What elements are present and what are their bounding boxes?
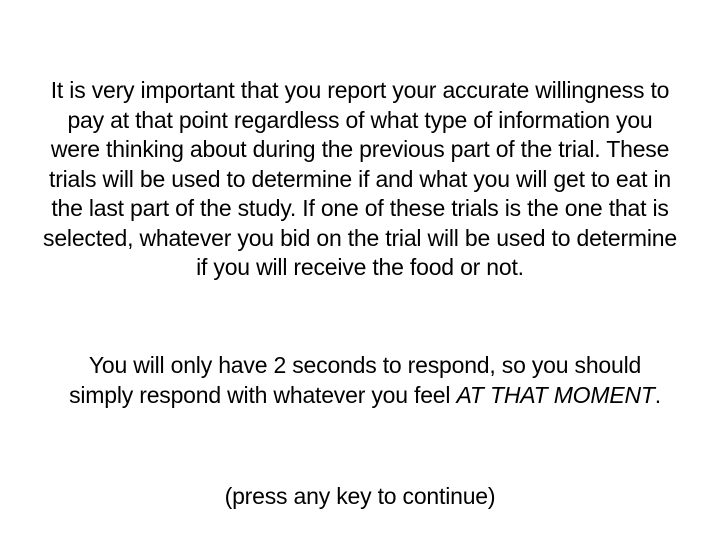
timing-text: You will only have 2 seconds to respond, so you should simply respond with whatever you feel: [69, 352, 642, 408]
continue-prompt-text: (press any key to continue): [224, 483, 496, 509]
importance-text: It is very important that you report your accurate willingness to pay at that point regardless of what type of information you were thinking about during the previous part of the trial. These trials will be used to determine if and what you will get to eat in the last part of the study. If one of these trials is the one that is selected, whatever you bid on the trial will be used to determine if you will receive the food or not.: [43, 77, 677, 280]
continue-prompt: [0, 482, 720, 512]
instruction-paragraph-importance: [40, 76, 680, 283]
timing-text-end: .: [654, 381, 661, 408]
timing-emphasis: AT THAT MOMENT: [456, 381, 655, 408]
instruction-paragraph-timing: [60, 351, 670, 410]
